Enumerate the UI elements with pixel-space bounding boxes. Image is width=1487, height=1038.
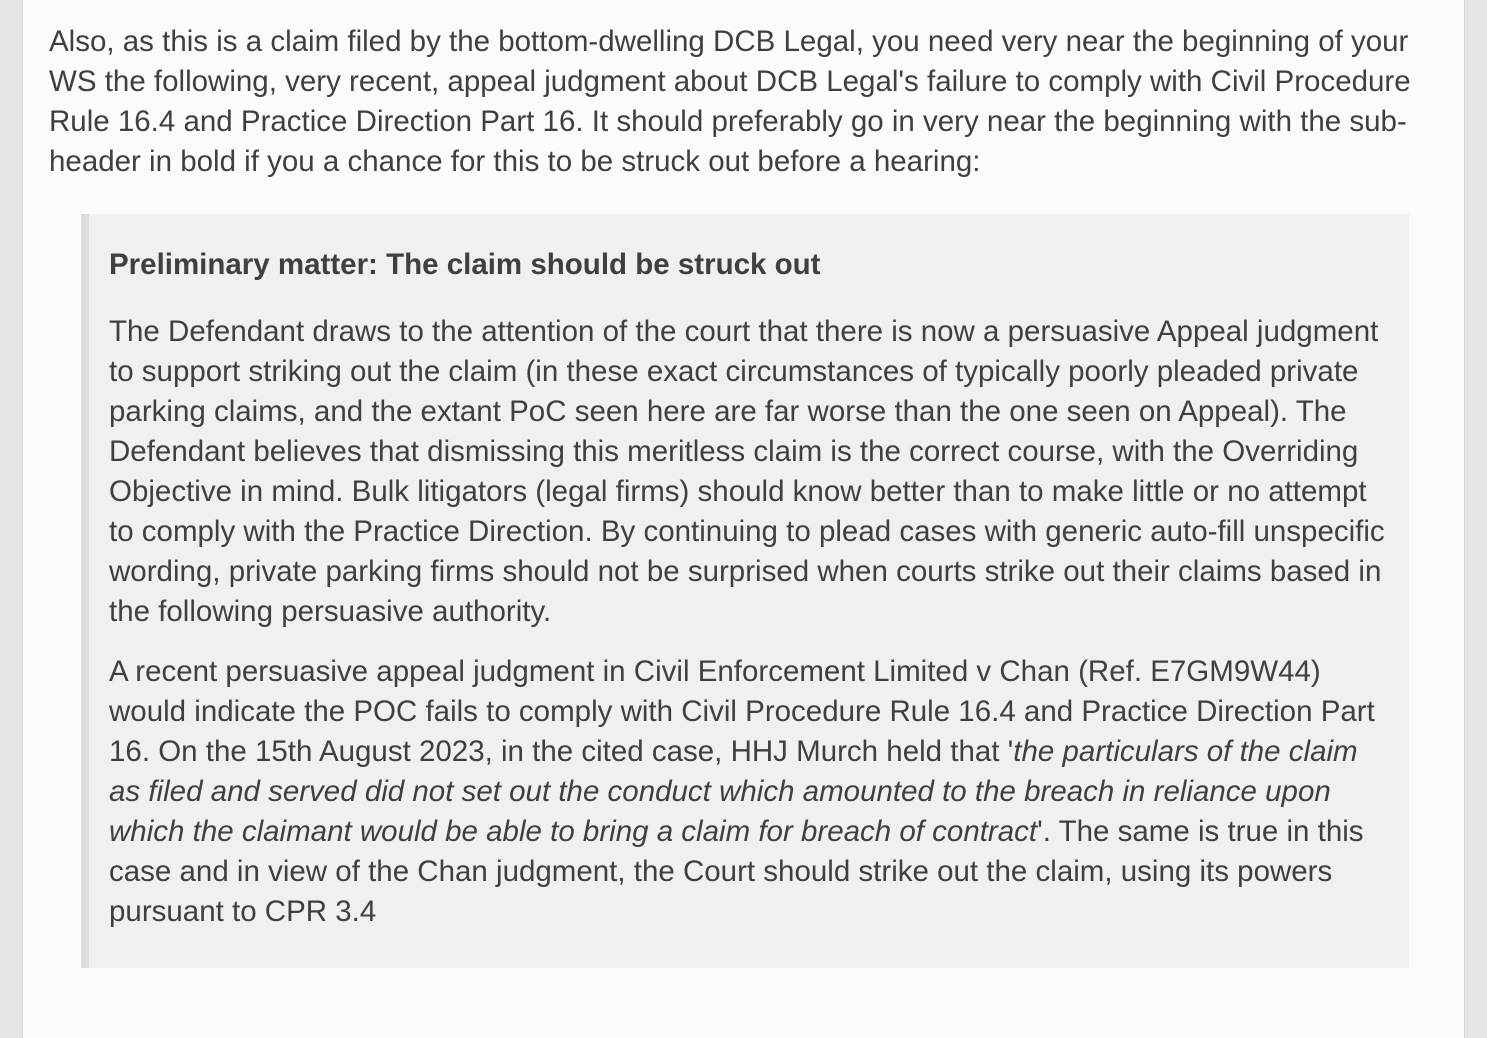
post-intro-text: Also, as this is a claim filed by the bottom-dwelling DCB Legal, you need very near the beginning of your WS the following, very recent, appeal judgment about DCB Legal's failure to comply with Civil Procedure Rule 16.4 and Practice Direction Part 16. It should preferably go in very near the beginning with the sub-header in bold if you a chance for this to be struck out before a hearing: xyxy=(49,25,1411,178)
quote-cited-passage: the particulars of the claim as filed and served did not set out the conduct which amounted to the breach in reliance upon which the claimant would be able to bring a claim for breach of contract xyxy=(109,735,1358,848)
post-body xyxy=(49,22,1439,182)
quote-paragraph-1: The Defendant draws to the attention of the court that there is now a persuasive Appeal judgment to support striking out the claim (in these exact circumstances of typically poorly pleaded private parking claims, and the extant PoC seen here are far worse than the one seen on Appeal). The Defendant believes that dismissing this meritless claim is the correct course, with the Overriding Objective in mind. Bulk litigators (legal firms) should know better than to make little or no attempt to comply with the Practice Direction. By continuing to plead cases with generic auto-fill unspecific wording, private parking firms should not be surprised when courts strike out their claims based in the following persuasive authority. xyxy=(109,315,1385,628)
quote-paragraph-2-start: A recent persuasive appeal judgment in Civil Enforcement Limited v Chan (Ref. E7GM9W44) would indicate the POC fails to comply with Civil Procedure Rule 16.4 and Practice Direction Part 16. On the 15th August 2023, in the cited case, HHJ Murch held that ' xyxy=(109,655,1375,768)
forum-post-page xyxy=(22,0,1465,1038)
quote-heading: Preliminary matter: The claim should be struck out xyxy=(109,248,821,281)
quote-block xyxy=(81,214,1409,968)
quote-paragraph-2 xyxy=(109,652,1389,932)
quote-paragraph-2-end: '. The same is true in this case and in view of the Chan judgment, the Court should strike out the claim, using its powers pursuant to CPR 3.4 xyxy=(109,815,1364,928)
